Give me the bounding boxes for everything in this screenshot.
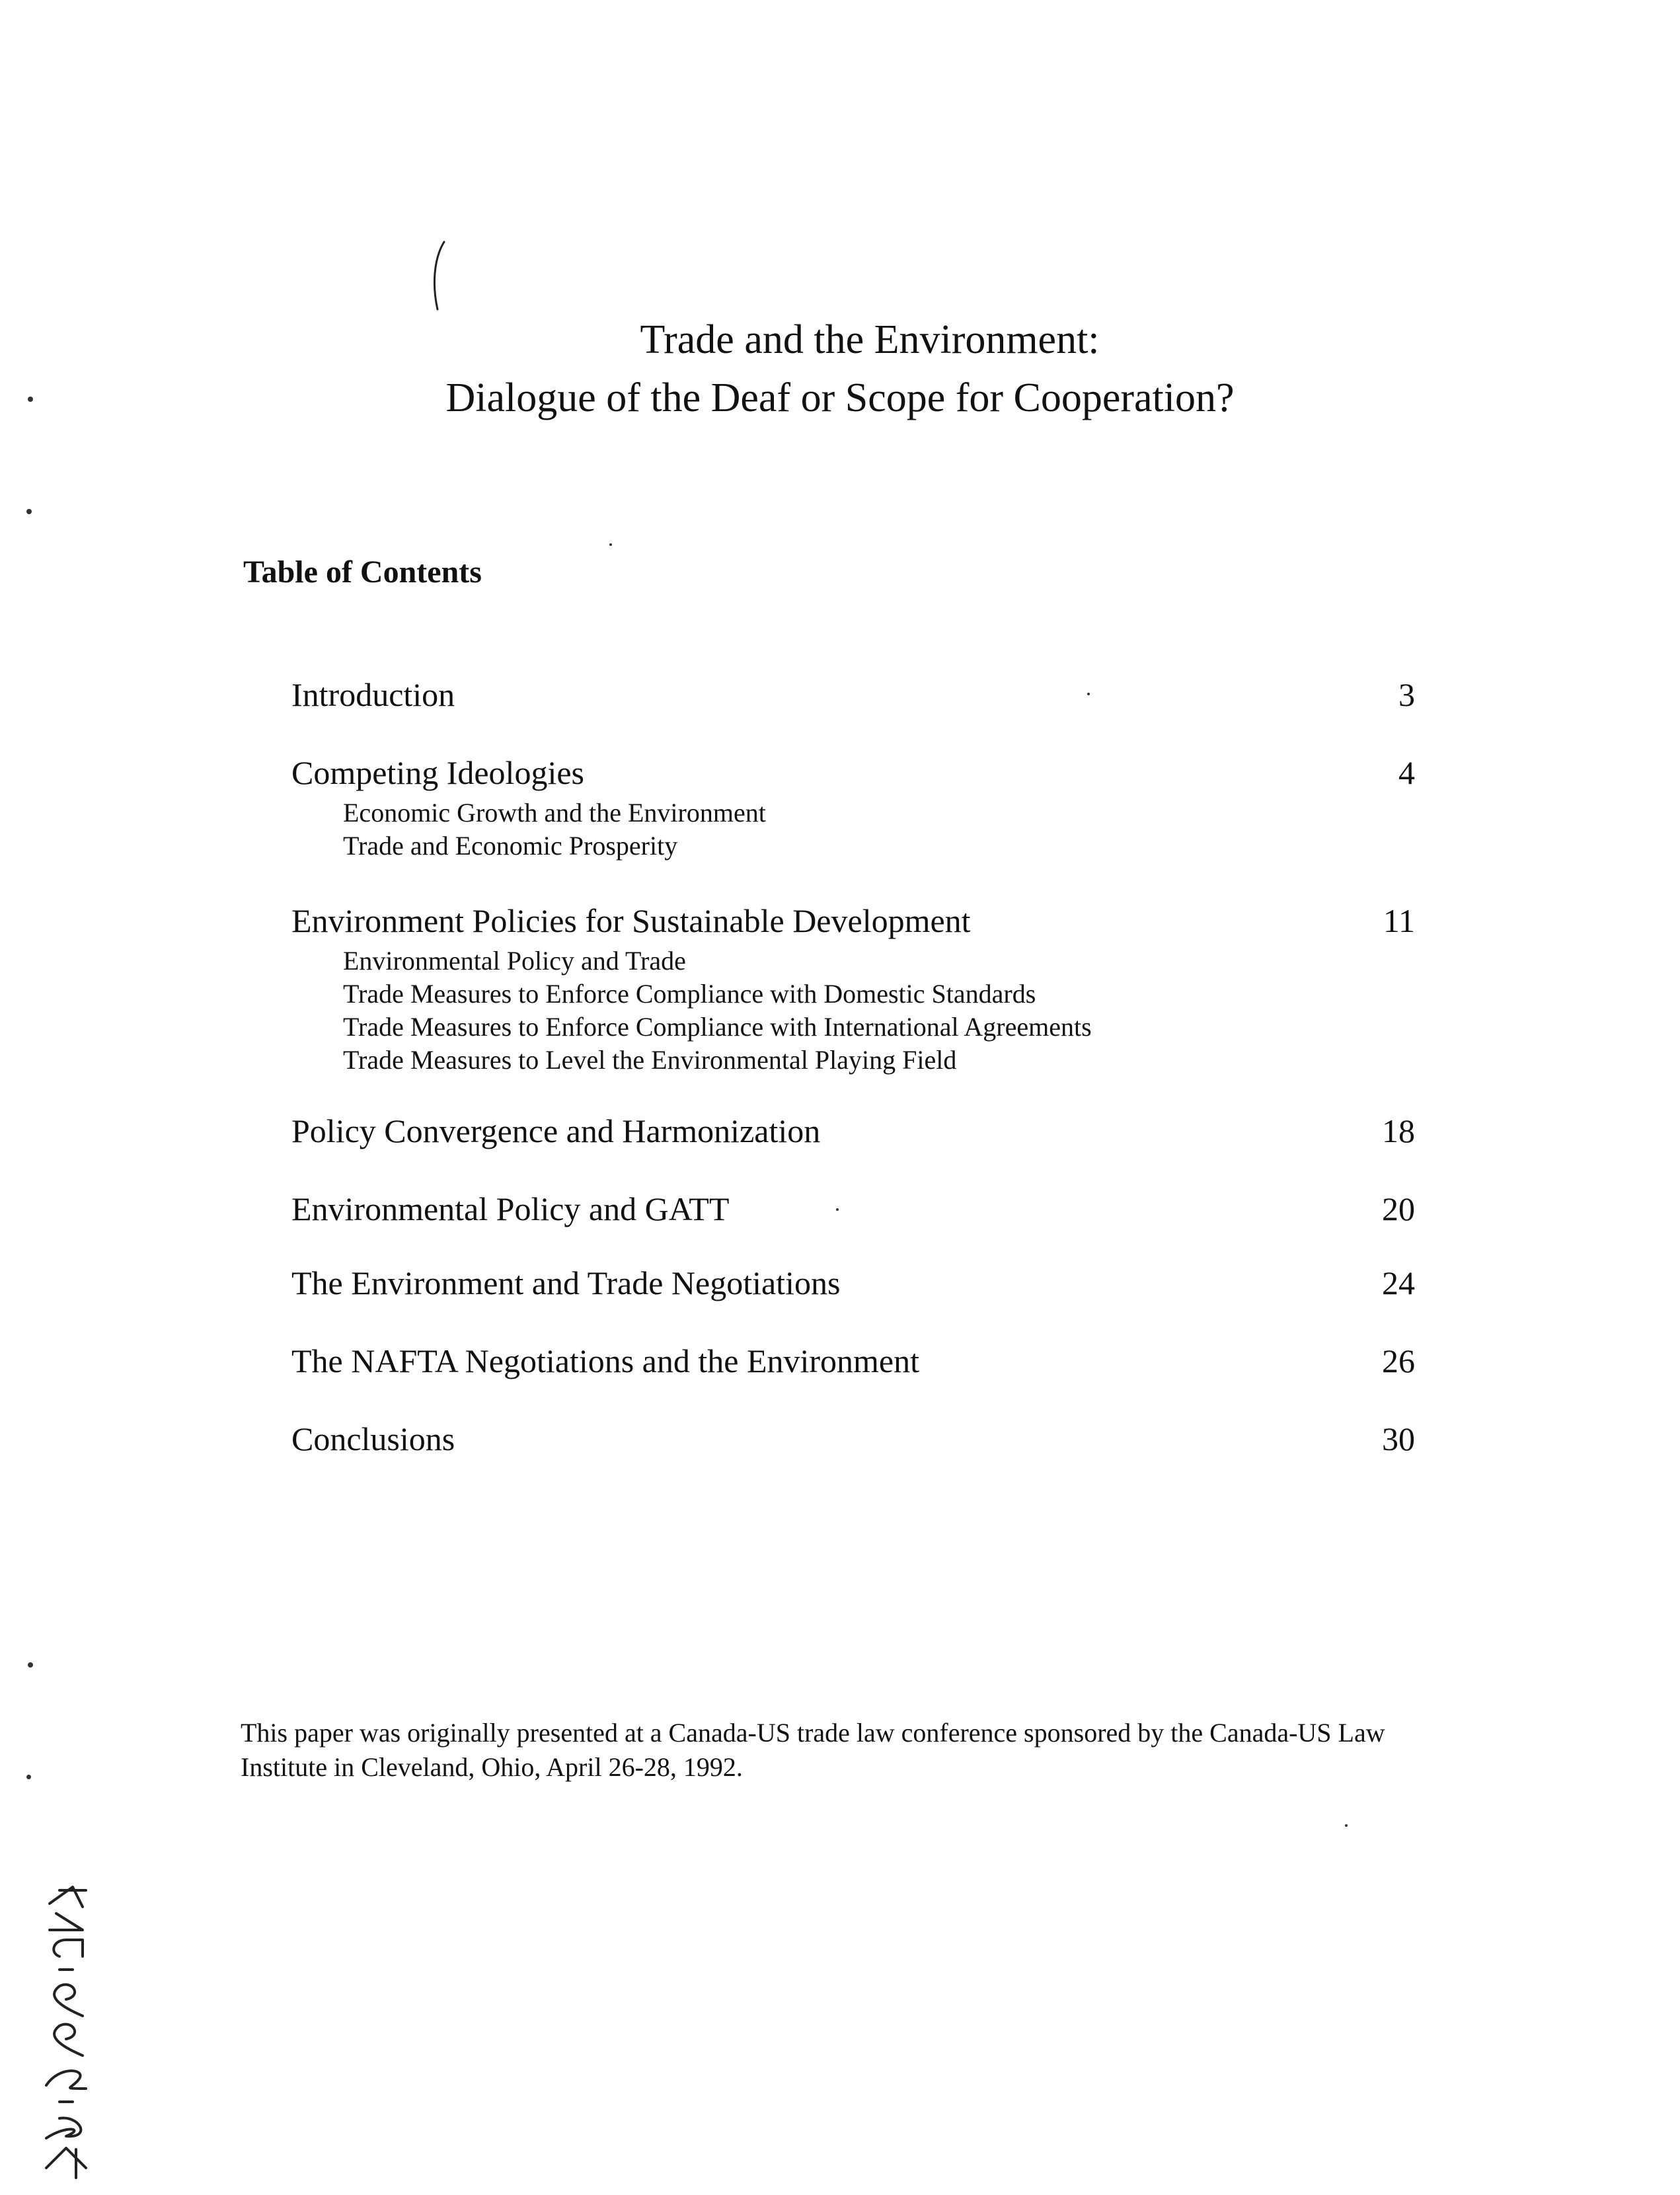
footnote: This paper was originally presented at a Canada-US trade law conference sponsored by the Canada-US Law Institute in Cleveland, Ohio, April 26-28, 1992. [241, 1718, 1385, 1782]
toc-entry-environment-policies [291, 897, 1415, 1077]
toc-entry-title: Introduction [291, 676, 455, 713]
toc-subsection: Trade Measures to Enforce Compliance with International Agreements [343, 1012, 1092, 1042]
toc-entry-page: 4 [1398, 754, 1415, 791]
toc-entry-introduction [291, 671, 1415, 718]
handwritten-parenthesis-mark [430, 239, 449, 312]
handwritten-reference-number [20, 1877, 106, 2181]
scan-speck [609, 543, 612, 546]
toc-subsection: Trade Measures to Level the Environmental Playing Field [343, 1045, 957, 1075]
toc-entry-page: 18 [1382, 1112, 1415, 1149]
toc-entry-title: Environmental Policy and GATT [291, 1190, 730, 1227]
toc-subsection: Trade Measures to Enforce Compliance with Domestic Standards [343, 979, 1036, 1009]
toc-heading: Table of Contents [243, 555, 482, 590]
toc-entry-title: Competing Ideologies [291, 754, 584, 791]
toc-entry-page: 3 [1398, 676, 1415, 713]
scan-speck [1345, 1824, 1348, 1827]
toc-entry-page: 20 [1382, 1190, 1415, 1227]
toc-entry-title: The Environment and Trade Negotiations [291, 1264, 841, 1301]
toc-entry-page: 30 [1382, 1420, 1415, 1457]
toc-entry-competing-ideologies [291, 749, 1415, 863]
toc-entry-title: The NAFTA Negotiations and the Environment [291, 1342, 919, 1379]
toc-entry-page: 26 [1382, 1342, 1415, 1379]
toc-entry-policy-convergence [291, 1107, 1415, 1155]
title-line-1: Trade and the Environment: [640, 317, 1100, 362]
toc-entry-environmental-policy-gatt [291, 1185, 1415, 1233]
scan-speck [26, 1775, 31, 1779]
toc-subsection: Trade and Economic Prosperity [343, 831, 678, 861]
document-title [0, 311, 1680, 427]
table-of-contents [291, 671, 1415, 1463]
scan-speck [1087, 693, 1090, 695]
toc-entry-environment-trade-negotiations [291, 1259, 1415, 1307]
scan-speck [26, 509, 32, 514]
toc-subsections [291, 796, 1415, 863]
scan-speck [836, 1208, 839, 1211]
toc-entry-conclusions [291, 1415, 1415, 1463]
scan-speck [28, 1662, 33, 1668]
scan-speck [28, 397, 33, 402]
toc-entry-page: 24 [1382, 1264, 1415, 1301]
toc-entry-nafta-negotiations [291, 1337, 1415, 1385]
toc-subsection: Environmental Policy and Trade [343, 946, 686, 976]
toc-entry-title: Conclusions [291, 1420, 455, 1457]
toc-entry-title: Environment Policies for Sustainable Development [291, 902, 971, 939]
toc-subsection: Economic Growth and the Environment [343, 798, 766, 828]
title-line-2: Dialogue of the Deaf or Scope for Cooperation? [445, 375, 1235, 420]
toc-subsections [291, 944, 1415, 1077]
toc-entry-title: Policy Convergence and Harmonization [291, 1112, 821, 1149]
toc-entry-page: 11 [1383, 902, 1415, 939]
